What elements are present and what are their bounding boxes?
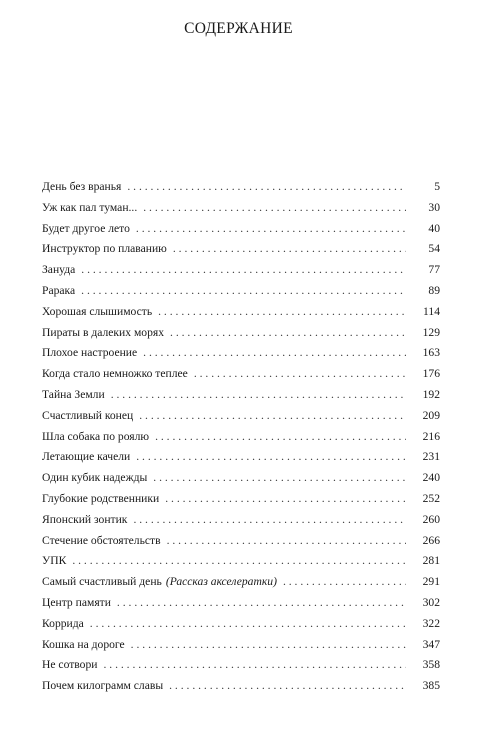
toc-entry-page-number: 358 <box>422 658 440 672</box>
toc-entry-page-number: 266 <box>422 533 440 547</box>
toc-entry-page-number: 114 <box>423 304 440 318</box>
toc-entry-title-text: Почем килограмм славы <box>42 679 164 693</box>
toc-entry-page-number: 163 <box>422 346 440 360</box>
toc-entry-title-text: УПК <box>42 554 67 568</box>
toc-entry-title-text: Глубокие родственники <box>42 491 160 505</box>
toc-entry-page-number: 40 <box>428 221 440 235</box>
toc-entry <box>42 284 440 305</box>
toc-entry-page-number: 231 <box>422 450 440 464</box>
toc-entry-page-number: 30 <box>428 200 440 214</box>
toc-entry <box>42 305 440 326</box>
toc-leader-dots <box>153 471 406 484</box>
toc-entry <box>42 658 440 679</box>
toc-entry-page-number: 5 <box>434 180 440 193</box>
toc-entry-title-text: Не сотвори <box>42 658 98 672</box>
toc-entry-page-number: 240 <box>422 471 440 485</box>
toc-leader-dots <box>158 305 406 318</box>
toc-entry-title <box>42 242 167 255</box>
page-title: СОДЕРЖАНИЕ <box>184 20 293 37</box>
toc-entry-page-number: 216 <box>422 429 440 443</box>
toc-entry-title <box>42 658 97 671</box>
toc-leader-dots <box>143 201 406 214</box>
toc-leader-dots <box>131 638 406 651</box>
toc-entry-title <box>42 284 75 297</box>
toc-leader-dots <box>143 346 406 359</box>
toc-entry-page-number: 89 <box>428 283 440 297</box>
toc-entry-page-number: 347 <box>422 637 440 651</box>
toc-entry-title-text: Летающие качели <box>42 450 131 464</box>
toc-leader-dots <box>103 658 406 671</box>
table-of-contents <box>42 180 440 700</box>
toc-entry <box>42 263 440 284</box>
toc-entry-page-number: 129 <box>422 325 440 339</box>
toc-entry-page-number: 322 <box>422 616 440 630</box>
toc-entry <box>42 201 440 222</box>
toc-leader-dots <box>117 596 406 609</box>
toc-entry-title-text: Пираты в далеких морях <box>42 325 165 339</box>
toc-entry-title <box>42 305 152 318</box>
toc-entry <box>42 596 440 617</box>
toc-leader-dots <box>72 554 406 567</box>
toc-leader-dots <box>81 284 406 297</box>
toc-leader-dots <box>139 409 406 422</box>
toc-leader-dots <box>165 492 406 505</box>
toc-leader-dots <box>155 430 406 443</box>
toc-entry-page-number: 260 <box>422 512 440 526</box>
toc-entry-title-text: Зануда <box>42 263 76 277</box>
toc-entry-title <box>42 326 164 339</box>
toc-entry <box>42 471 440 492</box>
toc-entry <box>42 617 440 638</box>
toc-entry-page-number: 291 <box>422 575 440 589</box>
toc-leader-dots <box>194 367 406 380</box>
toc-entry-title <box>42 638 125 651</box>
toc-entry-title-text: Рарака <box>42 283 76 297</box>
toc-entry-title <box>42 346 137 359</box>
toc-entry <box>42 513 440 534</box>
toc-entry <box>42 222 440 243</box>
toc-entry <box>42 554 440 575</box>
toc-entry <box>42 409 440 430</box>
toc-entry-title-text: Когда стало немножко теплее <box>42 367 188 381</box>
toc-entry-title <box>42 554 66 567</box>
toc-entry-title-text: Уж как пал туман... <box>42 200 138 214</box>
toc-entry-title <box>42 450 130 463</box>
toc-entry <box>42 326 440 347</box>
toc-entry <box>42 679 440 700</box>
toc-entry-title <box>42 430 149 443</box>
toc-leader-dots <box>133 513 406 526</box>
toc-entry-title <box>42 492 159 505</box>
toc-entry-title-text: Кошка на дороге <box>42 637 125 651</box>
toc-entry-title <box>42 534 161 547</box>
toc-entry <box>42 346 440 367</box>
toc-entry-page-number: 54 <box>428 242 440 256</box>
toc-entry-title <box>42 388 105 401</box>
toc-entry-page-number: 281 <box>422 554 440 568</box>
toc-leader-dots <box>170 326 406 339</box>
toc-leader-dots <box>173 242 406 255</box>
toc-entry <box>42 388 440 409</box>
toc-entry-title-text: Счастливый конец <box>42 408 134 422</box>
toc-entry-title <box>42 180 121 193</box>
toc-leader-dots <box>81 263 406 276</box>
toc-entry <box>42 534 440 555</box>
toc-entry-title-text: Стечение обстоятельств <box>42 533 161 547</box>
toc-leader-dots <box>169 679 406 692</box>
toc-entry-title-text: Японский зонтик <box>42 512 128 526</box>
toc-entry-title-text: Центр памяти <box>42 595 111 609</box>
toc-entry-title-text: Хорошая слышимость <box>42 304 153 318</box>
toc-entry-title <box>42 263 75 276</box>
toc-entry-title <box>42 575 277 588</box>
toc-entry-title <box>42 617 84 630</box>
toc-entry <box>42 492 440 513</box>
toc-entry-title <box>42 367 188 380</box>
toc-entry <box>42 575 440 596</box>
toc-entry-title <box>42 513 127 526</box>
toc-entry-title-text: Плохое настроение <box>42 346 138 360</box>
toc-entry-page-number: 385 <box>422 679 440 693</box>
toc-entry <box>42 638 440 659</box>
toc-leader-dots <box>90 617 406 630</box>
toc-entry-title <box>42 471 147 484</box>
toc-leader-dots <box>111 388 406 401</box>
toc-leader-dots <box>136 450 406 463</box>
toc-entry <box>42 242 440 263</box>
toc-entry-page-number: 176 <box>422 367 440 381</box>
toc-entry-title <box>42 679 163 692</box>
toc-entry-title-text: Тайна Земли <box>42 387 105 401</box>
toc-entry <box>42 180 440 201</box>
toc-entry <box>42 430 440 451</box>
toc-leader-dots <box>136 222 406 235</box>
toc-entry-page-number: 77 <box>428 263 440 277</box>
toc-entry <box>42 450 440 471</box>
toc-entry-title <box>42 596 111 609</box>
toc-entry-title-text: Будет другое лето <box>42 221 130 235</box>
toc-entry-title <box>42 222 130 235</box>
toc-leader-dots <box>127 180 406 193</box>
toc-entry-page-number: 302 <box>422 595 440 609</box>
toc-leader-dots <box>167 534 406 547</box>
toc-entry-title-text: Инструктор по плаванию <box>42 242 167 256</box>
toc-leader-dots <box>283 575 406 588</box>
toc-entry-title-text: Коррида <box>42 616 84 630</box>
toc-entry-title-text: Один кубик надежды <box>42 471 148 485</box>
toc-entry-subtitle: (Рассказ акселератки) <box>165 575 277 589</box>
toc-entry-title-text: Шла собака по роялю <box>42 429 150 443</box>
toc-entry-page-number: 252 <box>422 491 440 505</box>
toc-entry <box>42 367 440 388</box>
toc-entry-title-text: Самый счастливый день <box>42 575 162 589</box>
toc-entry-page-number: 192 <box>422 387 440 401</box>
toc-entry-title <box>42 201 137 214</box>
toc-entry-title <box>42 409 133 422</box>
toc-entry-title-text: День без вранья <box>42 180 122 193</box>
toc-entry-page-number: 209 <box>422 408 440 422</box>
